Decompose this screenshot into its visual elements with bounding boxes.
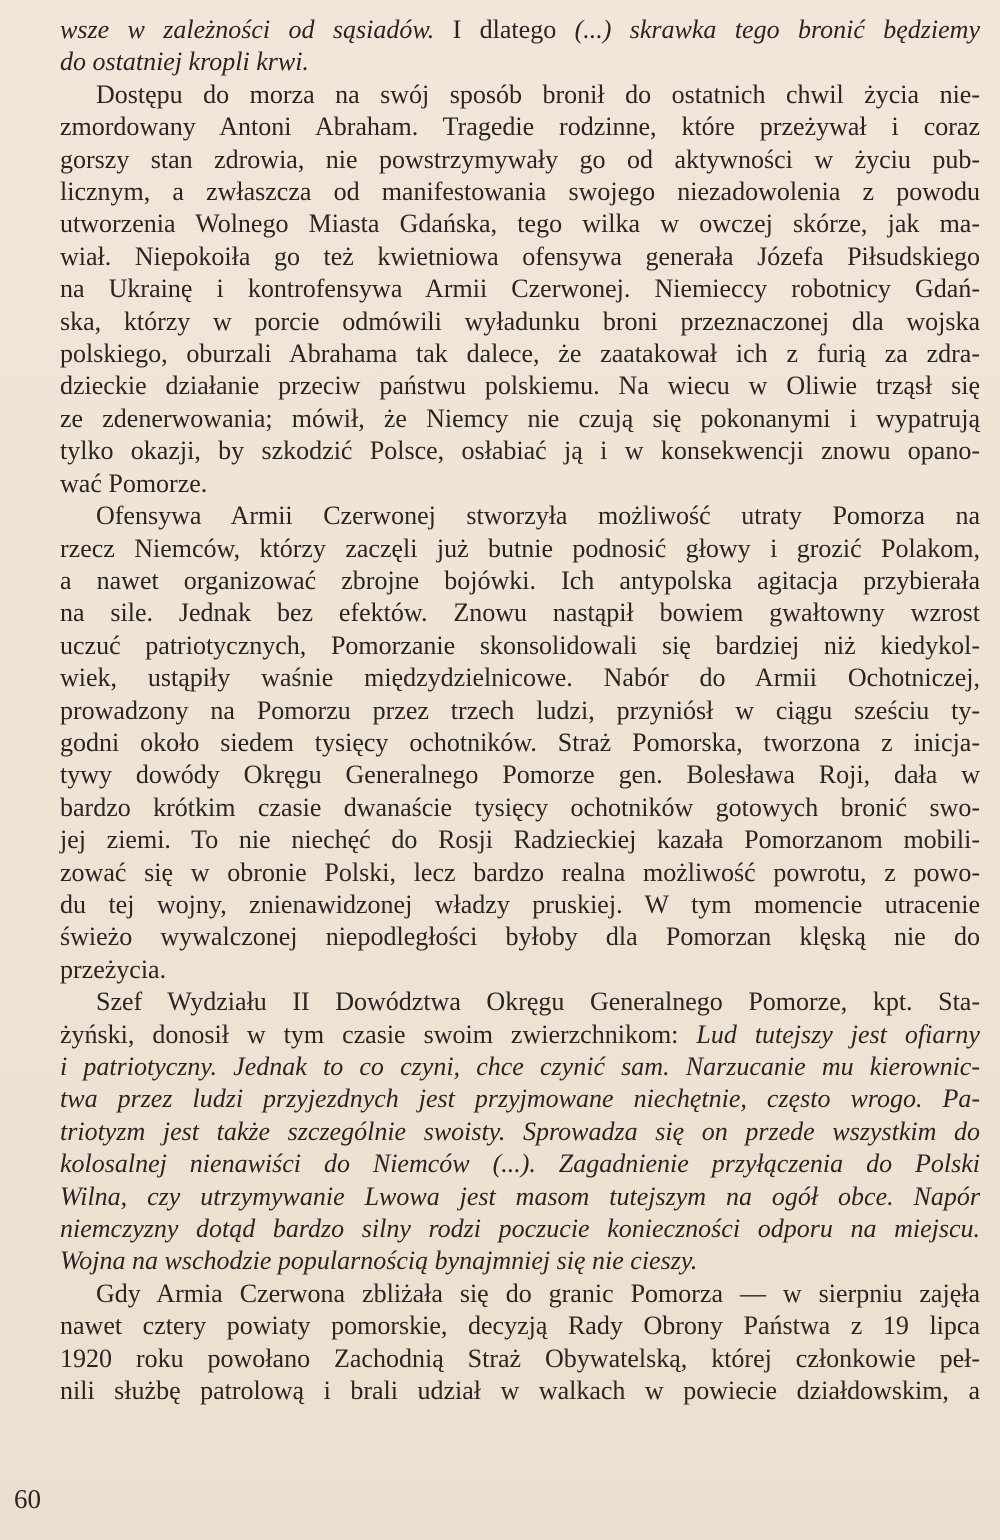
text-run: tylko okazji, by szkodzić Polsce, osłabiać ją i w konsekwencji znowu opano-	[60, 436, 980, 466]
page-number: 60	[14, 1484, 41, 1514]
text-line	[24, 759, 980, 791]
italic-text-run: niemczyzny dotąd bardzo silny rodzi poczucie konieczności odporu na miejscu.	[60, 1214, 980, 1244]
text-line	[24, 1278, 980, 1310]
text-line	[24, 14, 980, 46]
text-run: wiek, ustąpiły waśnie międzydzielnicowe. Nabór do Armii Ochotniczej,	[60, 663, 980, 693]
text-line	[24, 662, 980, 694]
italic-text-run: Wojna na wschodzie popularnością bynajmniej się nie cieszy.	[60, 1246, 698, 1276]
text-run: Gdy Armia Czerwona zbliżała się do granic Pomorza — w sierpniu zajęła	[96, 1278, 980, 1308]
text-run: polskiego, oburzali Abrahama tak dalece, że zaatakował ich z furią za zdra-	[60, 339, 980, 369]
text-line	[24, 824, 980, 856]
text-line	[24, 338, 980, 370]
text-line	[24, 1375, 980, 1407]
text-line	[24, 695, 980, 727]
text-line	[24, 306, 980, 338]
text-line	[24, 468, 980, 500]
text-run: uczuć patriotycznych, Pomorzanie skonsolidowali się bardziej niż kiedykol-	[60, 630, 980, 660]
italic-text-run: Wilna, czy utrzymywanie Lwowa jest masom tutejszym na ogół obce. Napór	[60, 1181, 980, 1211]
paragraph	[24, 14, 980, 79]
body-text	[24, 14, 980, 1407]
text-line	[24, 986, 980, 1018]
text-run: ska, którzy w porcie odmówili wyładunku broni przeznaczonej dla wojska	[60, 306, 980, 336]
text-line	[24, 370, 980, 402]
text-run: a nawet organizować zbrojne bojówki. Ich antypolska agitacja przybierała	[60, 565, 980, 595]
text-line	[24, 1083, 980, 1115]
text-line	[24, 176, 980, 208]
text-line	[24, 630, 980, 662]
paragraph	[24, 79, 980, 500]
text-line	[24, 954, 980, 986]
text-run: 1920 roku powołano Zachodnią Straż Obywatelską, której członkowie peł-	[60, 1343, 980, 1373]
text-run: zmordowany Antoni Abraham. Tragedie rodzinne, które przeżywał i coraz	[60, 112, 980, 142]
text-line	[24, 241, 980, 273]
text-line	[24, 1245, 980, 1277]
paragraph	[24, 986, 980, 1278]
text-line	[24, 1181, 980, 1213]
italic-text-run: do ostatniej kropli krwi.	[60, 47, 309, 77]
text-line	[24, 1213, 980, 1245]
text-run: utworzenia Wolnego Miasta Gdańska, tego wilka w owczej skórze, jak ma-	[60, 209, 980, 239]
text-line	[24, 403, 980, 435]
text-run: licznym, a zwłaszcza od manifestowania swojego niezadowolenia z powodu	[60, 177, 980, 207]
text-line	[24, 597, 980, 629]
text-line	[24, 208, 980, 240]
text-run: nili służbę patrolową i brali udział w walkach w powiecie działdowskim, a	[60, 1376, 980, 1406]
text-run: bardzo krótkim czasie dwanaście tysięcy ochotników gotowych bronić swo-	[60, 792, 980, 822]
text-line	[24, 1310, 980, 1342]
text-run: rzecz Niemców, którzy zaczęli już butnie podnosić głowy i grozić Polakom,	[60, 533, 980, 563]
text-line	[24, 1148, 980, 1180]
text-run: ze zdenerwowania; mówił, że Niemcy nie czują się pokonanymi i wypatrują	[60, 403, 980, 433]
italic-text-run: i patriotyczny. Jednak to co czyni, chce czynić sam. Narzucanie mu kierownic-	[60, 1052, 980, 1081]
text-line	[24, 792, 980, 824]
text-line	[24, 889, 980, 921]
text-run: nawet cztery powiaty pomorskie, decyzją Rady Obrony Państwa z 19 lipca	[60, 1311, 980, 1341]
text-line	[24, 273, 980, 305]
text-line	[24, 46, 980, 78]
italic-text-run: kolosalnej nienawiści do Niemców (...). Zagadnienie przyłączenia do Polski	[60, 1149, 980, 1179]
italic-text-run: triotyzm jest także szczególnie swoisty. Sprowadza się on przede wszystkim do	[60, 1116, 980, 1146]
text-line	[24, 921, 980, 953]
text-run: jej ziemi. To nie niechęć do Rosji Radzieckiej kazała Pomorzanom mobili-	[60, 825, 980, 855]
paragraph	[24, 1278, 980, 1408]
text-run: dzieckie działanie przeciw państwu polskiemu. Na wiecu w Oliwie trząsł się	[60, 371, 980, 401]
text-run: tywy dowódy Okręgu Generalnego Pomorze gen. Bolesława Roji, dała w	[60, 760, 980, 790]
text-line	[24, 1019, 980, 1051]
text-run: Dostępu do morza na swój sposób bronił do ostatnich chwil życia nie-	[96, 79, 980, 109]
text-line	[24, 144, 980, 176]
text-run: Ofensywa Armii Czerwonej stworzyła możliwość utraty Pomorza na	[96, 501, 980, 531]
text-line	[24, 533, 980, 565]
text-run: zować się w obronie Polski, lecz bardzo realna możliwość powrotu, z powo-	[60, 857, 980, 887]
text-line	[24, 79, 980, 111]
text-line	[24, 435, 980, 467]
text-run: na sile. Jednak bez efektów. Znowu nastąpił bowiem gwałtowny wzrost	[60, 598, 980, 628]
text-run: wać Pomorze.	[60, 468, 208, 498]
italic-text-run: (...) skrawka tego bronić będziemy	[574, 15, 980, 44]
text-run: du tej wojny, znienawidzonej władzy pruskiej. W tym momencie utracenie	[60, 889, 980, 919]
text-run: gorszy stan zdrowia, nie powstrzymywały go od aktywności w życiu pub-	[60, 144, 980, 174]
text-run: przeżycia.	[60, 954, 167, 984]
text-run: świeżo wywalczonej niepodległości byłoby dla Pomorzan klęską nie do	[60, 922, 980, 952]
text-run: prowadzony na Pomorzu przez trzech ludzi, przyniósł w ciągu sześciu ty-	[60, 695, 980, 725]
italic-text-run: twa przez ludzi przyjezdnych jest przyjmowane niechętnie, często wrogo. Pa-	[60, 1084, 980, 1114]
italic-text-run: Lud tutejszy jest ofiarny	[696, 1019, 980, 1049]
text-line	[24, 727, 980, 759]
text-run: na Ukrainę i kontrofensywa Armii Czerwonej. Niemieccy robotnicy Gdań-	[60, 274, 980, 304]
text-line	[24, 500, 980, 532]
text-run: godni około siedem tysięcy ochotników. Straż Pomorska, tworzona z inicja-	[60, 727, 980, 757]
text-line	[24, 1051, 980, 1083]
italic-text-run: wsze w zależności od sąsiadów.	[60, 15, 435, 44]
text-line	[24, 1116, 980, 1148]
text-line	[24, 565, 980, 597]
text-line	[24, 1343, 980, 1375]
text-run: I dlatego	[434, 15, 575, 44]
paragraph	[24, 500, 980, 986]
text-line	[24, 857, 980, 889]
text-run: żyński, donosił w tym czasie swoim zwierzchnikom:	[60, 1019, 697, 1049]
text-line	[24, 111, 980, 143]
text-run: wiał. Niepokoiła go też kwietniowa ofensywa generała Józefa Piłsudskiego	[60, 241, 980, 271]
text-run: Szef Wydziału II Dowództwa Okręgu Generalnego Pomorze, kpt. Sta-	[96, 987, 980, 1017]
